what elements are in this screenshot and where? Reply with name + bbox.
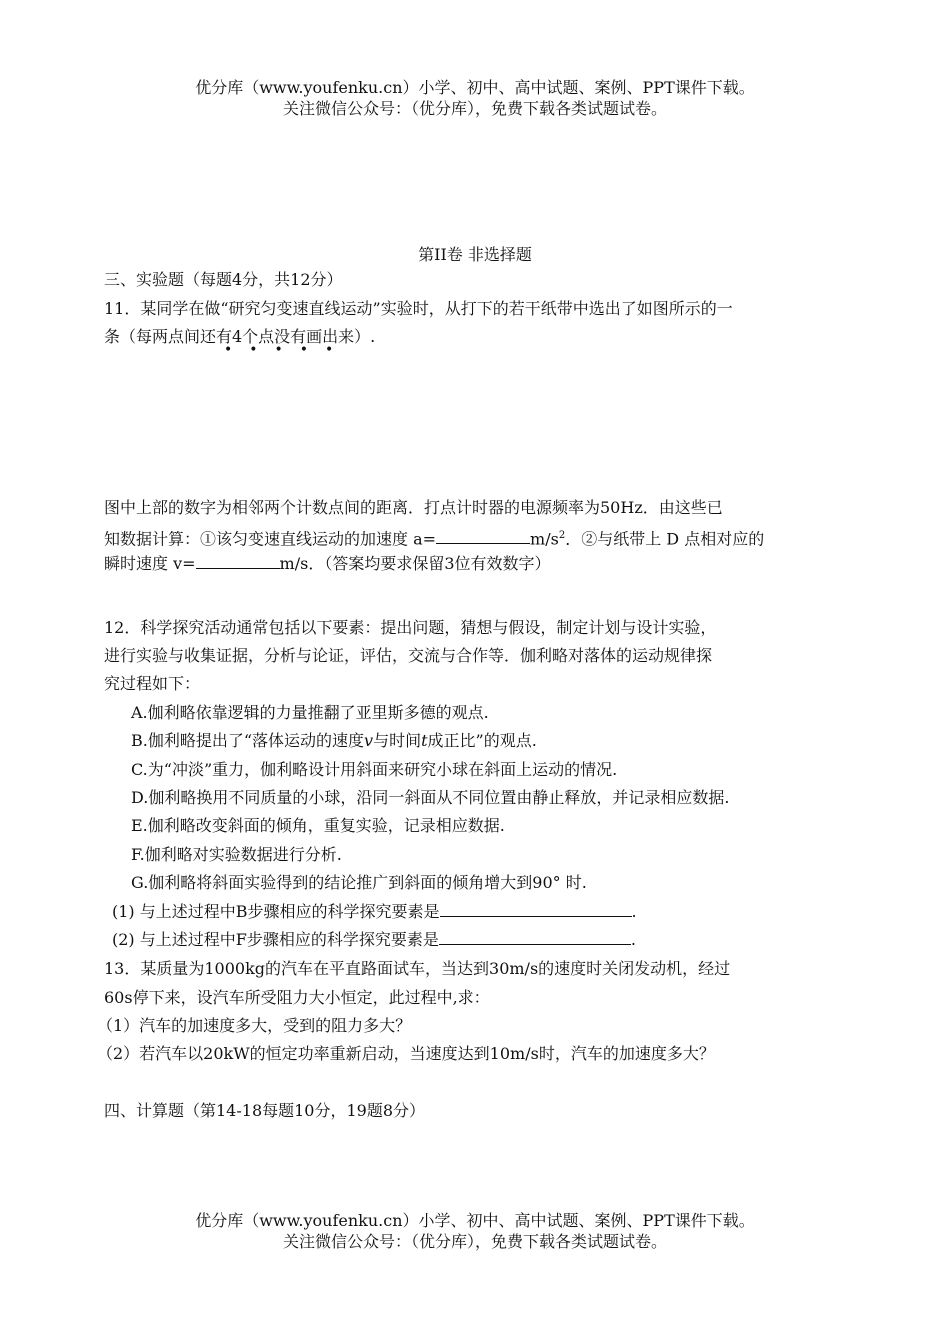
q13-line-4: （2）若汽车以20kW的恒定功率重新启动，当速度达到10m/s时，汽车的加速度多大？ <box>97 1044 715 1063</box>
section-3-heading: 三、实验题（每题4分，共12分） <box>104 270 343 289</box>
q11-velocity-suffix: m/s．（答案均要求保留3位有效数字） <box>279 554 551 573</box>
accel-unit-exponent: 2 <box>558 530 566 541</box>
accel-answer-blank[interactable] <box>436 528 530 544</box>
symbol-v: v <box>364 731 374 750</box>
sub-2-period: . <box>630 930 636 949</box>
header-line-1: 优分库（www.youfenku.cn）小学、初中、高中试题、案例、PPT课件下载。 <box>195 78 755 97</box>
velocity-answer-blank[interactable] <box>196 553 280 569</box>
q12-item-a: A.伽利略依靠逻辑的力量推翻了亚里斯多德的观点. <box>131 703 489 722</box>
q11-line-3: 图中上部的数字为相邻两个计数点间的距离．打点计时器的电源频率为50Hz．由这些已 <box>104 498 723 517</box>
q11-line-5 <box>104 553 551 575</box>
q12-item-c: C.为“冲淡”重力，伽利略设计用斜面来研究小球在斜面上运动的情况. <box>131 760 618 779</box>
q12-line-2: 进行实验与收集证据，分析与论证，评估，交流与合作等．伽利略对落体的运动规律探 <box>104 646 713 665</box>
part-title: 第II卷 非选择题 <box>418 245 532 264</box>
tape-dots: ••••• <box>224 342 351 358</box>
symbol-t: t <box>421 731 428 750</box>
footer-line-1: 优分库（www.youfenku.cn）小学、初中、高中试题、案例、PPT课件下载。 <box>195 1211 755 1230</box>
q12-item-b-part1: B.伽利略提出了“落体运动的速度 <box>131 731 365 750</box>
q13-line-1: 13．某质量为1000kg的汽车在平直路面试车，当达到30m/s的速度时关闭发动机，经过 <box>104 959 731 978</box>
q12-item-e: E.伽利略改变斜面的倾角，重复实验，记录相应数据. <box>131 816 505 835</box>
q11-accel-suffix: ．②与纸带上 D 点相对应的 <box>565 529 765 549</box>
q12-line-3: 究过程如下： <box>104 674 201 693</box>
header-line-2: 关注微信公众号：（优分库），免费下载各类试题试卷。 <box>282 99 667 118</box>
q13-line-2: 60s停下来，设汽车所受阻力大小恒定，此过程中,求： <box>104 988 490 1007</box>
sub-1-period: . <box>631 902 637 921</box>
q12-item-b-part2: 与时间 <box>373 731 422 750</box>
q11-line-1: 11．某同学在做“研究匀变速直线运动”实验时，从打下的若干纸带中选出了如图所示的一 <box>104 299 733 318</box>
section-4-heading: 四、计算题（第14-18每题10分，19题8分） <box>104 1101 426 1120</box>
q12-item-d: D.伽利略换用不同质量的小球，沿同一斜面从不同位置由静止释放，并记录相应数据. <box>131 788 730 807</box>
q11-velocity-prefix: 瞬时速度 v= <box>104 554 196 573</box>
q12-sub-2 <box>112 929 636 951</box>
q11-line-4 <box>104 525 764 550</box>
footer-line-2: 关注微信公众号：（优分库），免费下载各类试题试卷。 <box>282 1232 667 1251</box>
sub-2-answer-blank[interactable] <box>439 929 631 945</box>
q11-line-2: 条（每两点间还有4个点没有画出来）. <box>104 327 376 346</box>
q12-item-g: G.伽利略将斜面实验得到的结论推广到斜面的倾角增大到90° 时. <box>131 873 587 892</box>
sub-1-answer-blank[interactable] <box>440 901 632 917</box>
q12-item-b-part3: 成正比”的观点. <box>427 731 537 750</box>
q11-accel-prefix: 知数据计算：①该匀变速直线运动的加速度 a= <box>104 529 437 549</box>
q12-item-f: F.伽利略对实验数据进行分析. <box>131 845 342 864</box>
q12-item-b <box>131 730 537 752</box>
q12-sub-1 <box>112 901 637 923</box>
accel-unit: m/s <box>530 529 559 549</box>
q12-line-1: 12．科学探究活动通常包括以下要素：提出问题，猜想与假设，制定计划与设计实验， <box>104 618 717 637</box>
q12-sub-1-text: (1) 与上述过程中B步骤相应的科学探究要素是 <box>112 902 440 921</box>
q12-sub-2-text: (2) 与上述过程中F步骤相应的科学探究要素是 <box>112 930 439 949</box>
q13-line-3: （1）汽车的加速度多大，受到的阻力多大？ <box>97 1016 412 1035</box>
